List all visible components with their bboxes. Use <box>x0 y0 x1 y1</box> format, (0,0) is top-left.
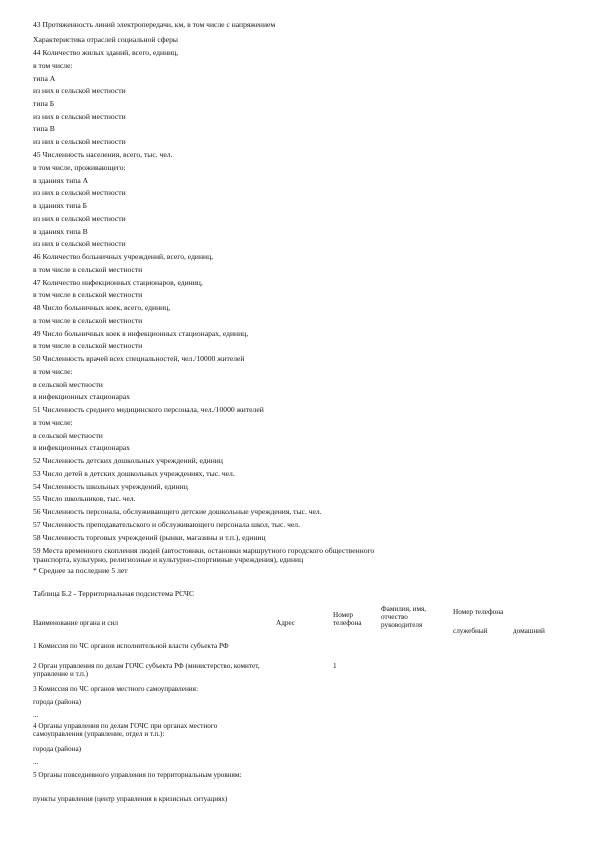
list-item: 47 Количество инфекционных стационаров, единиц, <box>33 278 203 287</box>
header-phone: Номер телефона <box>333 611 362 628</box>
list-item: в том числе в сельской местности <box>33 290 143 299</box>
table-row: 2 Орган управления по делам ГОЧС субъекта РФ (министерство, комитет, управление и т.п.) <box>33 662 260 679</box>
list-item: в том числе: <box>33 367 73 376</box>
list-item: типа А <box>33 74 56 83</box>
list-item: 55 Число школьников, тыс. чел. <box>33 494 136 503</box>
table-row: города (района) <box>33 745 82 753</box>
table-row: ... <box>33 711 39 719</box>
footnote: * Среднее за последние 5 лет <box>33 566 128 575</box>
list-item: 59 Места временного скопления людей (автостоянки, остановки маршрутного городского общественного <box>33 546 375 555</box>
list-item: 44 Количество жилых зданий, всего, единиц, <box>33 48 179 57</box>
list-item: в инфекционных стационарах <box>33 392 130 401</box>
list-item: из них в сельской местности <box>33 86 126 95</box>
list-item: 45 Численность населения, всего, тыс. чел. <box>33 150 173 159</box>
list-item: 57 Численность преподавательского и обслуживающего персонала школ, тыс. чел. <box>33 520 300 529</box>
table-row: 1 Комиссия по ЧС органов исполнительной власти субъекта РФ <box>33 642 229 650</box>
table-row: 3 Комиссия по ЧС органов местного самоуправления: <box>33 685 198 693</box>
list-item: в сельской местности <box>33 380 103 389</box>
list-item: транспорта, культурно, религиозные и культурно-спортивные учреждения), единиц <box>33 555 304 564</box>
table-row: города (района) <box>33 698 82 706</box>
list-item: в том числе, проживающего: <box>33 163 126 172</box>
list-item: из них в сельской местности <box>33 214 126 223</box>
list-item: 52 Численность детских дошкольных учреждений, единиц <box>33 456 223 465</box>
list-item: в том числе в сельской местности <box>33 265 143 274</box>
list-item: 46 Количество больничных учреждений, всего, единиц, <box>33 252 214 261</box>
list-item: в зданиях типа А <box>33 176 89 185</box>
list-item: 58 Численность торговых учреждений (рынки, магазины и т.п.), единиц <box>33 533 266 542</box>
list-item: из них в сельской местности <box>33 188 126 197</box>
table-title: Таблица Б.2 - Территориальная подсистема РСЧС <box>33 589 195 598</box>
header-organ: Наименование органа и сил <box>33 619 119 627</box>
table-row: ... <box>33 758 39 766</box>
list-item: 56 Численность персонала, обслуживающего детские дошкольные учреждения, тыс. чел. <box>33 507 322 516</box>
list-item: 53 Число детей в детских дошкольных учреждениях, тыс. чел. <box>33 469 235 478</box>
list-item: в том числе в сельской местности <box>33 341 143 350</box>
list-item: в том числе в сельской местности <box>33 316 143 325</box>
list-item: в сельской местности <box>33 431 103 440</box>
table-row: пункты управления (центр управления в кризисных ситуациях) <box>33 795 228 803</box>
list-item: типа Б <box>33 99 55 108</box>
list-item: в зданиях типа Б <box>33 201 87 210</box>
list-item: 43 Протяженность линий электропередачи, км, в том числе с напряжением <box>33 20 276 29</box>
list-item: из них в сельской местности <box>33 112 126 121</box>
list-item: в том числе: <box>33 418 73 427</box>
header-phone-work: служебный <box>453 627 488 635</box>
list-item: из них в сельской местности <box>33 137 126 146</box>
header-head-name: Фамилия, имя, отчество руководителя <box>381 605 427 630</box>
list-item: из них в сельской местности <box>33 239 126 248</box>
list-item: 54 Численность школьных учреждений, единиц <box>33 482 188 491</box>
table-cell-phone: 1 <box>333 662 337 670</box>
header-address: Адрес <box>276 619 296 627</box>
list-item: 50 Численность врачей всех специальностей, чел./10000 жителей <box>33 354 245 363</box>
list-item: в инфекционных стационарах <box>33 443 130 452</box>
list-item: в зданиях типа В <box>33 227 88 236</box>
list-item: типа В <box>33 124 55 133</box>
list-item: 48 Число больничных коек, всего, единиц, <box>33 303 171 312</box>
header-phone-group: Номер телефона <box>453 608 504 616</box>
list-item: 49 Число больничных коек в инфекционных стационарах, единиц, <box>33 329 249 338</box>
table-row: 4 Органы управления по делам ГОЧС при органах местного самоуправления (управление, отдел и т.п.): <box>33 722 218 739</box>
list-item: в том числе: <box>33 61 73 70</box>
table-row: 5 Органы повседневного управления по территориальным уровням: <box>33 771 242 779</box>
section-heading: Характеристика отраслей социальной сферы <box>33 35 178 44</box>
header-phone-home: домашний <box>513 627 545 635</box>
list-item: 51 Численность среднего медицинского персонала, чел./10000 жителей <box>33 405 264 414</box>
